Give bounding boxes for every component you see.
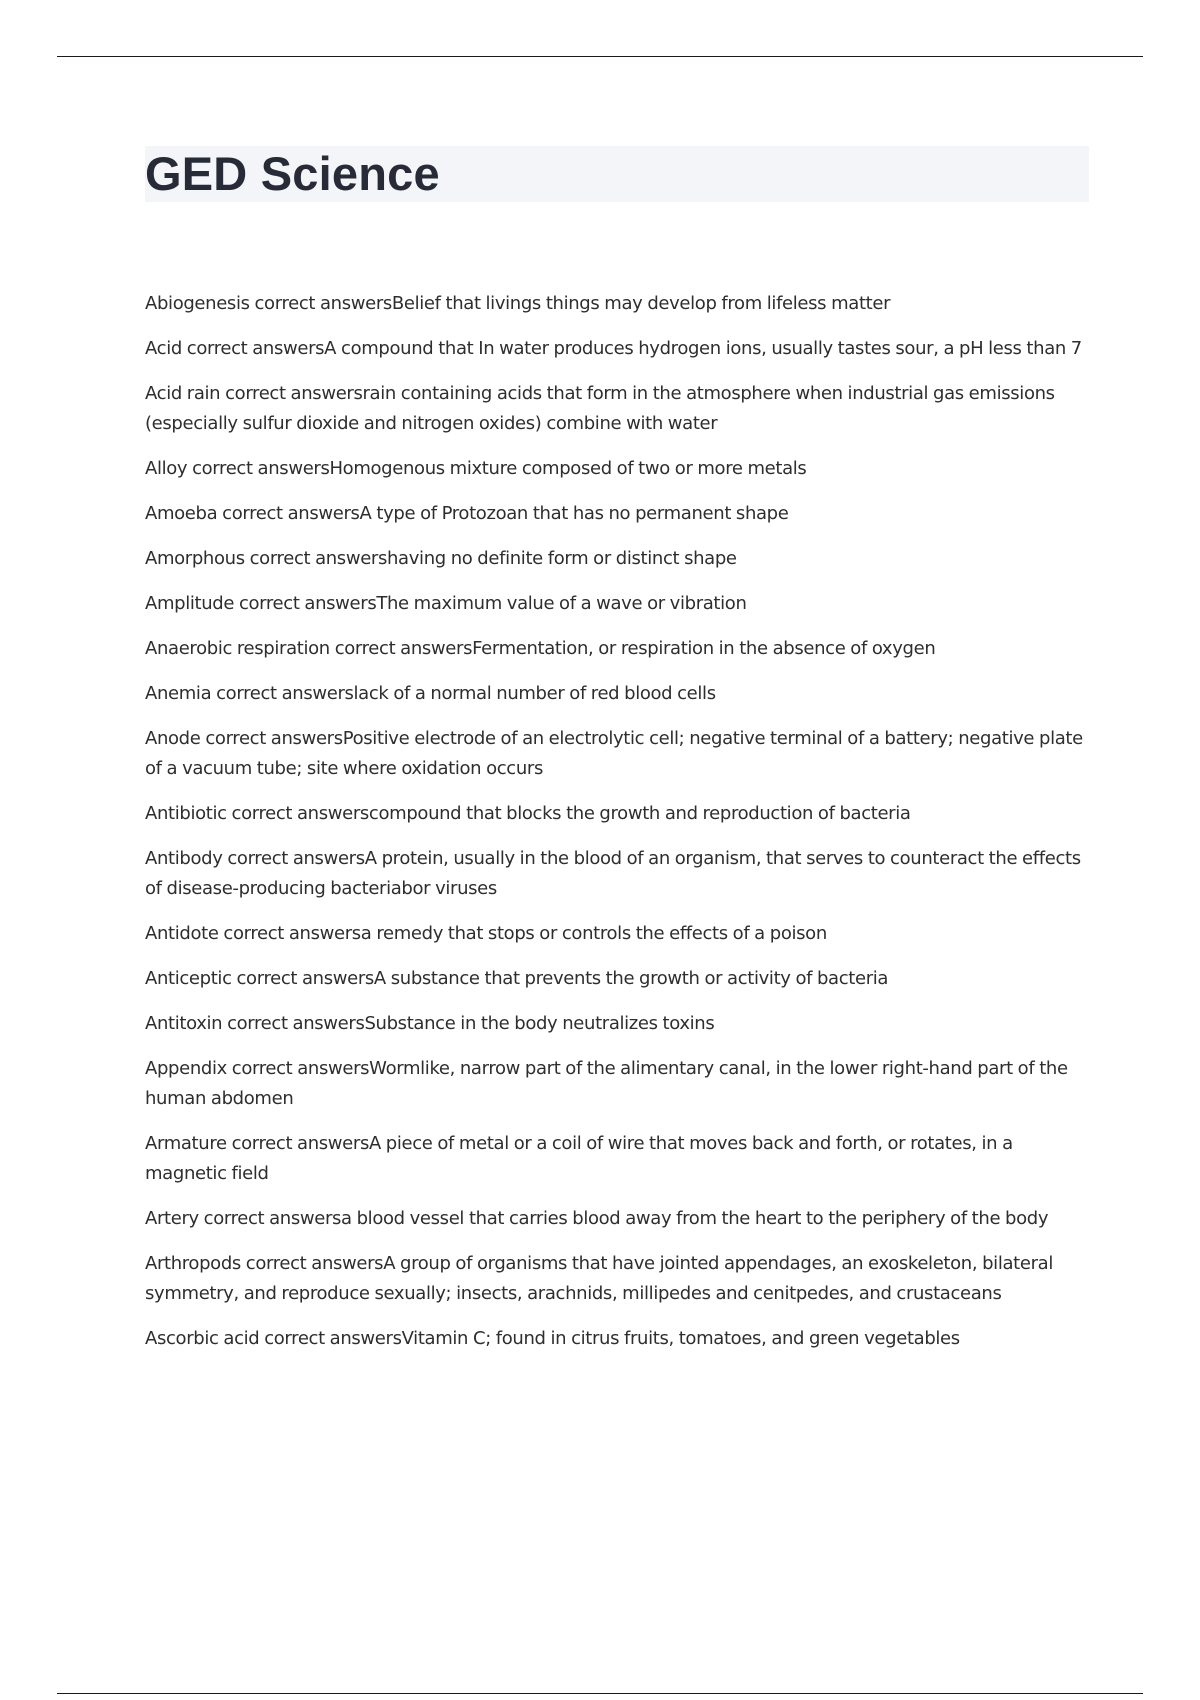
glossary-entry: Armature correct answersA piece of metal or a coil of wire that moves back and forth, or rotates, in a magnetic field — [145, 1133, 1013, 1184]
glossary-entry: Anemia correct answerslack of a normal number of red blood cells — [145, 683, 716, 704]
glossary-entry: Antibody correct answersA protein, usually in the blood of an organism, that serves to counteract the effects of disease-producing bacteriabor viruses — [145, 848, 1081, 899]
glossary-entry: Ascorbic acid correct answersVitamin C; found in citrus fruits, tomatoes, and green vegetables — [145, 1328, 960, 1349]
glossary-entry: Amoeba correct answersA type of Protozoan that has no permanent shape — [145, 503, 789, 524]
glossary-entry: Artery correct answersa blood vessel that carries blood away from the heart to the periphery of the body — [145, 1208, 1049, 1229]
page-title: GED Science — [145, 147, 440, 200]
glossary-entry: Alloy correct answersHomogenous mixture composed of two or more metals — [145, 458, 807, 479]
glossary-entry: Acid correct answersA compound that In water produces hydrogen ions, usually tastes sour, a pH less than 7 — [145, 338, 1082, 359]
bottom-rule — [57, 1693, 1143, 1694]
glossary-entry: Anaerobic respiration correct answersFermentation, or respiration in the absence of oxygen — [145, 638, 936, 659]
glossary-entry: Amplitude correct answersThe maximum value of a wave or vibration — [145, 593, 747, 614]
glossary-list — [145, 289, 1095, 1369]
glossary-entry: Acid rain correct answersrain containing acids that form in the atmosphere when industrial gas emissions (especially sulfur dioxide and nitrogen oxides) combine with water — [145, 383, 1055, 434]
glossary-entry: Antidote correct answersa remedy that stops or controls the effects of a poison — [145, 923, 827, 944]
glossary-entry: Anticeptic correct answersA substance that prevents the growth or activity of bacteria — [145, 968, 889, 989]
glossary-entry: Antitoxin correct answersSubstance in the body neutralizes toxins — [145, 1013, 715, 1034]
glossary-entry: Abiogenesis correct answersBelief that livings things may develop from lifeless matter — [145, 293, 891, 314]
top-rule — [57, 56, 1143, 57]
glossary-entry: Arthropods correct answersA group of organisms that have jointed appendages, an exoskeleton, bilateral symmetry, and reproduce sexually; insects, arachnids, millipedes and cenitpedes, and crustaceans — [145, 1253, 1053, 1304]
glossary-entry: Antibiotic correct answerscompound that blocks the growth and reproduction of bacteria — [145, 803, 911, 824]
glossary-entry: Amorphous correct answershaving no definite form or distinct shape — [145, 548, 737, 569]
glossary-entry: Appendix correct answersWormlike, narrow part of the alimentary canal, in the lower right-hand part of the human abdomen — [145, 1058, 1068, 1109]
glossary-entry: Anode correct answersPositive electrode of an electrolytic cell; negative terminal of a battery; negative plate of a vacuum tube; site where oxidation occurs — [145, 728, 1083, 779]
